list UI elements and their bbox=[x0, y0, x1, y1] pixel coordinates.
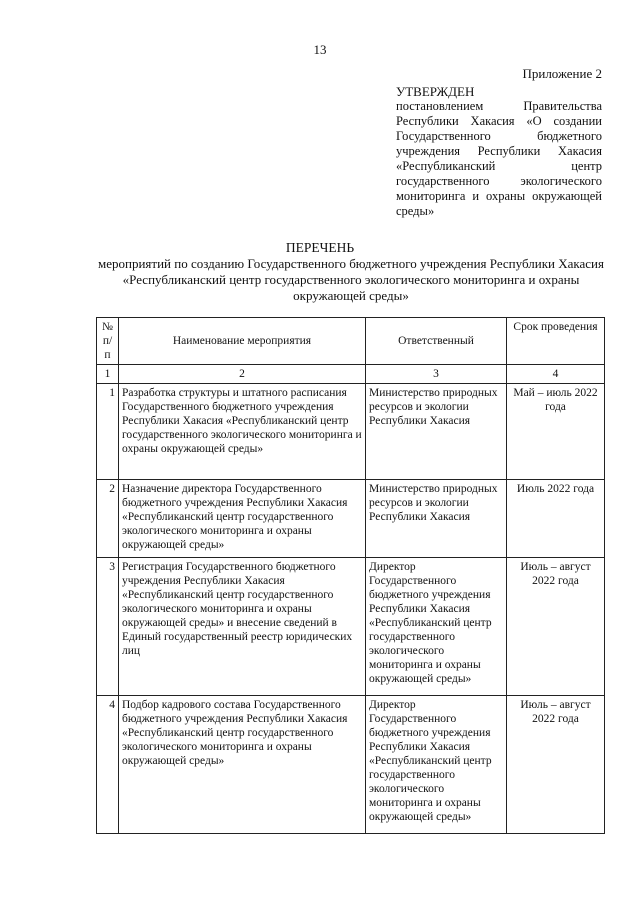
table-row bbox=[97, 696, 605, 834]
table-row bbox=[97, 480, 605, 558]
table-header-row bbox=[97, 318, 605, 365]
row-term: Июль 2022 года bbox=[507, 480, 605, 558]
row-name: Регистрация Государственного бюджетного учреждения Республики Хакасия «Республиканский центр государственного экологического мониторинга и охраны окружающей среды» и внесение сведений в Единый государственный реестр юридических лиц bbox=[119, 558, 366, 696]
page-number: 13 bbox=[313, 42, 327, 57]
appendix-label: Приложение 2 bbox=[522, 66, 602, 81]
row-responsible: Директор Государственного бюджетного учреждения Республики Хакасия «Республиканский центр государственного экологического мониторинга и охраны окружающей среды» bbox=[366, 696, 507, 834]
row-responsible: Директор Государственного бюджетного учреждения Республики Хакасия «Республиканский центр государственного экологического мониторинга и охраны окружающей среды» bbox=[366, 558, 507, 696]
row-name: Назначение директора Государственного бюджетного учреждения Республики Хакасия «Республиканский центр государственного экологического мониторинга и охраны окружающей среды» bbox=[119, 480, 366, 558]
index-cell: 3 bbox=[366, 365, 507, 384]
row-num: 4 bbox=[97, 696, 119, 834]
measures-table bbox=[96, 317, 605, 834]
header-name: Наименование мероприятия bbox=[119, 318, 366, 365]
list-title: ПЕРЕЧЕНЬ bbox=[285, 240, 355, 255]
header-term: Срок проведения bbox=[507, 318, 605, 365]
table-row bbox=[97, 558, 605, 696]
row-responsible: Министерство природных ресурсов и экологии Республики Хакасия bbox=[366, 384, 507, 480]
row-name: Подбор кадрового состава Государственного бюджетного учреждения Республики Хакасия «Республиканский центр государственного экологического мониторинга и охраны окружающей среды» bbox=[119, 696, 366, 834]
approved-title: УТВЕРЖДЕН bbox=[396, 84, 475, 99]
row-responsible: Министерство природных ресурсов и экологии Республики Хакасия bbox=[366, 480, 507, 558]
index-cell: 4 bbox=[507, 365, 605, 384]
index-cell: 1 bbox=[97, 365, 119, 384]
row-name: Разработка структуры и штатного расписания Государственного бюджетного учреждения Республики Хакасия «Республиканский центр государственного экологического мониторинга и охраны окружающей среды» bbox=[119, 384, 366, 480]
row-num: 1 bbox=[97, 384, 119, 480]
row-term: Май – июль 2022 года bbox=[507, 384, 605, 480]
header-num: № п/п bbox=[97, 318, 119, 365]
row-term: Июль – август 2022 года bbox=[507, 696, 605, 834]
table-index-row bbox=[97, 365, 605, 384]
header-responsible: Ответственный bbox=[366, 318, 507, 365]
row-num: 2 bbox=[97, 480, 119, 558]
row-num: 3 bbox=[97, 558, 119, 696]
table-row bbox=[97, 384, 605, 480]
list-subtitle: мероприятий по созданию Государственного бюджетного учреждения Республики Хакасия «Республиканский центр государственного экологического мониторинга и охраны окружающей среды» bbox=[98, 256, 604, 303]
row-term: Июль – август 2022 года bbox=[507, 558, 605, 696]
approved-text: постановлением Правительства Республики Хакасия «О создании Государственного бюджетного учреждения Республики Хакасия «Республиканский центр государственного экологического мониторинга и охраны окружающей среды» bbox=[396, 99, 602, 218]
index-cell: 2 bbox=[119, 365, 366, 384]
